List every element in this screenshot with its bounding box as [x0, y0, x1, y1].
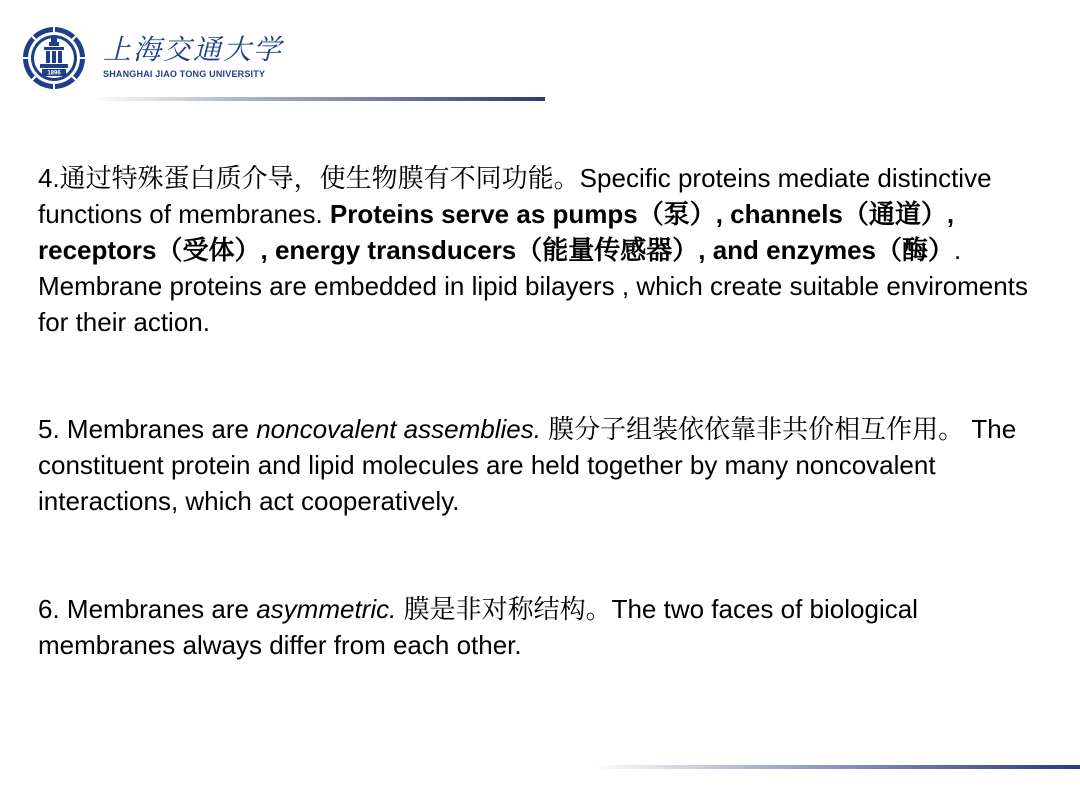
paragraph-4 [38, 160, 1028, 340]
university-name-english: SHANGHAI JIAO TONG UNIVERSITY [103, 69, 266, 79]
svg-text:1896: 1896 [47, 70, 61, 77]
paragraph-6 [38, 591, 1028, 663]
paragraph-4-end: . Membrane proteins are embedded in lipid bilayers , which create suitable enviroments for their action. [38, 235, 1028, 337]
paragraph-6-end: 膜是非对称结构。The two faces of biological membranes always differ from each other. [38, 594, 918, 660]
header-divider [90, 97, 545, 101]
university-emblem-icon [22, 26, 86, 90]
paragraph-5-italic: noncovalent assemblies. [256, 414, 541, 444]
paragraph-6-intro: 6. Membranes are [38, 594, 257, 624]
paragraph-4-intro: 4.通过特殊蛋白质介导，使生物膜有不同功能。Specific proteins mediate distinctive functions of membranes. [38, 163, 992, 229]
university-name-chinese: 上海交通大学 [103, 33, 284, 66]
paragraph-5 [38, 411, 1028, 519]
paragraph-4-bold: Proteins serve as pumps（泵）, channels（通道）, receptors（受体）, energy transducers（能量传感器）, and enzymes（酶） [38, 199, 955, 265]
paragraph-5-end: 膜分子组装依依靠非共价相互作用。 The constituent protein and lipid molecules are held together by many noncovalent interactions, which act cooperatively. [38, 414, 1017, 516]
footer-divider [590, 765, 1080, 769]
paragraph-6-italic: asymmetric. [256, 594, 397, 624]
paragraph-5-intro: 5. Membranes are [38, 414, 257, 444]
